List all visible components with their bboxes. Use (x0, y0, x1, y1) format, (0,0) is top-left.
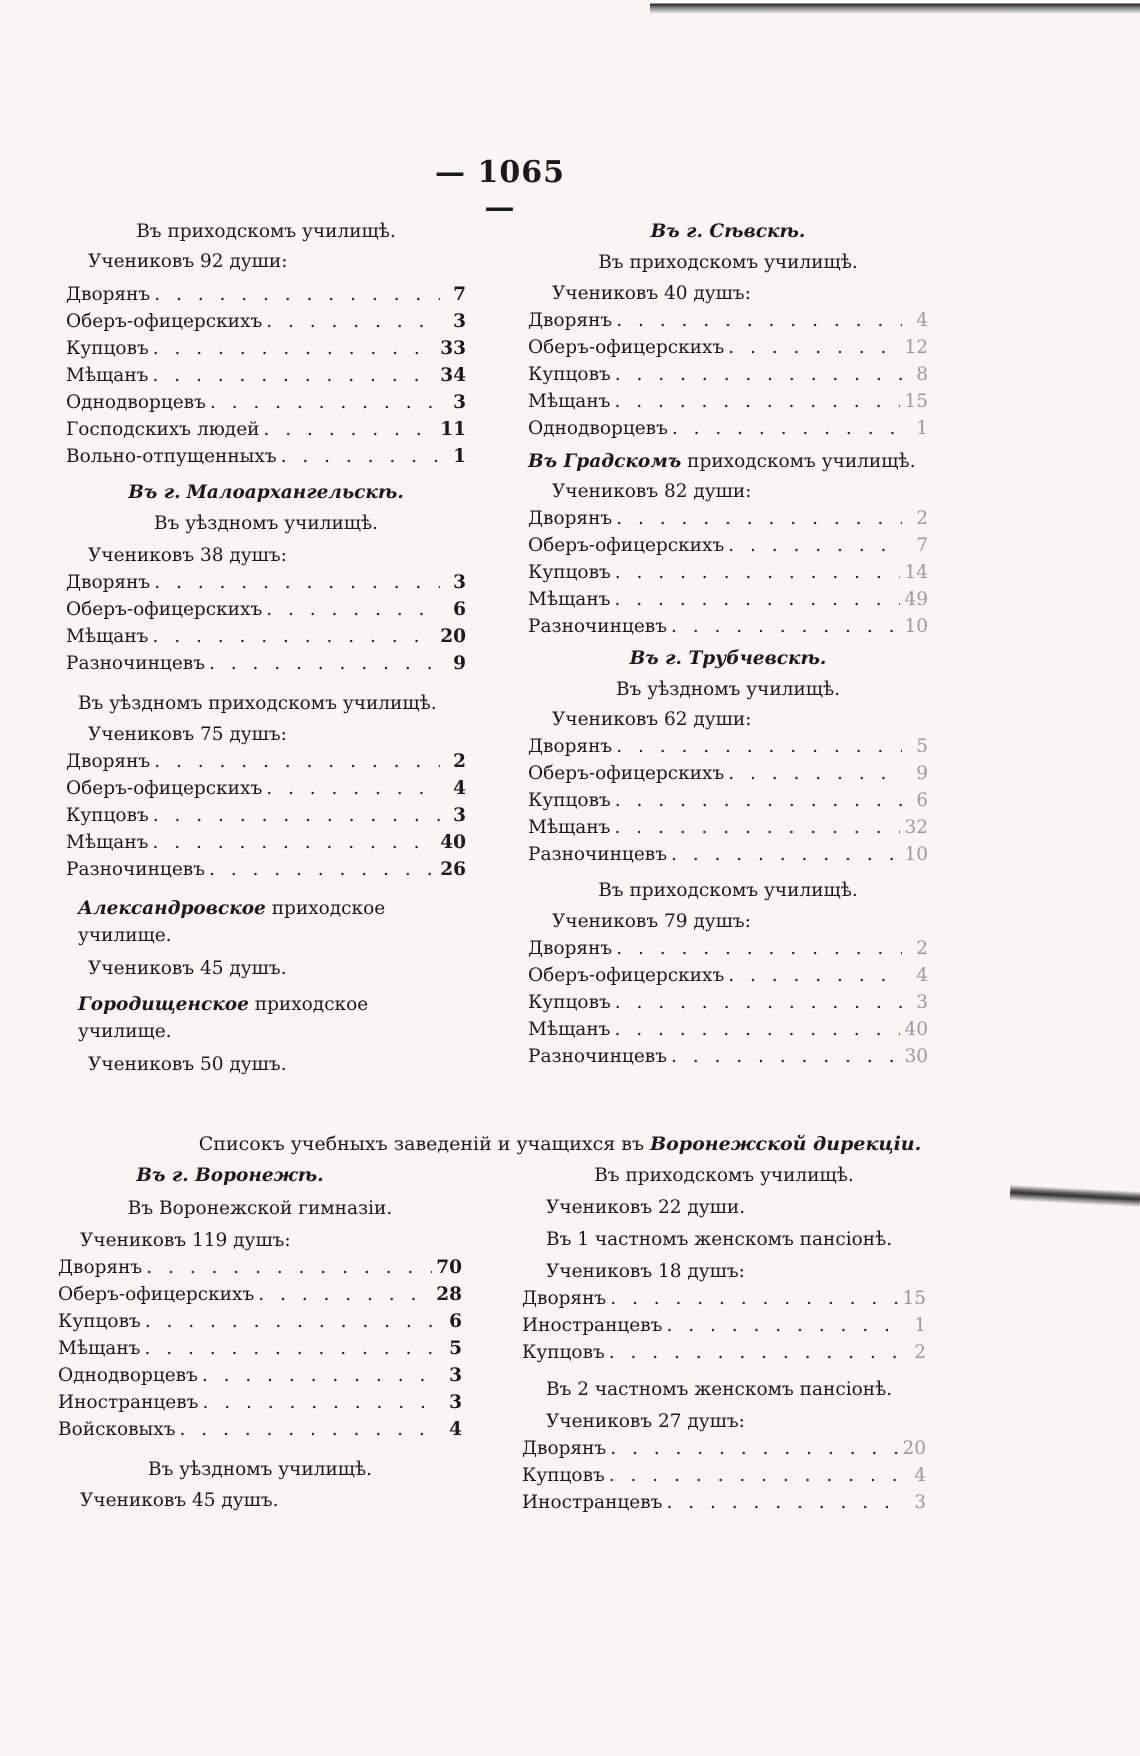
school-name: Въ Градскомъ (528, 451, 682, 472)
table-row (528, 532, 928, 559)
leader-dots (202, 1389, 436, 1416)
section-title: Въ приходскомъ училищѣ. (136, 221, 396, 242)
city-name: Малоархангельскѣ. (186, 482, 404, 503)
table-row (528, 814, 928, 841)
title-text: Списокъ учебныхъ заведеній и учащихся въ (198, 1133, 645, 1155)
table-row (522, 1489, 926, 1516)
leader-dots (728, 532, 902, 559)
row-value: 7 (916, 535, 928, 556)
row-label: Мѣщанъ (58, 1338, 141, 1359)
row-label: Купцовъ (528, 790, 611, 811)
row-label: Мѣщанъ (528, 1019, 611, 1040)
leader-dots (666, 1489, 900, 1516)
table-row (58, 1416, 462, 1443)
row-label: Оберъ-офицерскихъ (66, 599, 263, 620)
leader-dots (615, 559, 901, 586)
section-title: Въ уѣздномъ училищѣ. (153, 513, 379, 534)
table-row (66, 623, 466, 650)
row-label: Однодворцевъ (528, 418, 668, 439)
leader-dots (153, 802, 440, 829)
row-label: Мѣщанъ (66, 626, 149, 647)
row-value: 20 (902, 1438, 926, 1459)
row-value: 14 (904, 562, 928, 583)
leader-dots (671, 841, 900, 868)
city-heading (66, 479, 466, 506)
table-row (66, 596, 466, 623)
section-title: Въ уѣздномъ приходскомъ училищѣ. (78, 693, 437, 714)
row-label: Купцовъ (66, 805, 149, 826)
table-row (66, 389, 466, 416)
section-title: Въ приходскомъ училищѣ. (594, 1165, 854, 1186)
student-count: Учениковъ 22 души. (546, 1197, 746, 1218)
row-value: 2 (453, 751, 466, 772)
leader-dots (145, 1308, 436, 1335)
row-label: Купцовъ (528, 562, 611, 583)
leader-dots (281, 443, 440, 470)
student-count: Учениковъ 82 души: (552, 481, 752, 502)
row-label: Оберъ-офицерскихъ (528, 965, 725, 986)
column-4 (522, 1162, 926, 1516)
table-row (58, 1254, 462, 1281)
leader-dots (616, 307, 902, 334)
table-row (66, 650, 466, 677)
leader-dots (728, 760, 902, 787)
table-rows (58, 1254, 462, 1443)
table-row (528, 415, 928, 442)
row-label: Однодворцевъ (66, 392, 206, 413)
row-value: 4 (449, 1419, 462, 1440)
student-count: Учениковъ 92 души: (88, 251, 288, 272)
row-value: 10 (904, 844, 928, 865)
row-label: Мѣщанъ (528, 589, 611, 610)
table-row (58, 1308, 462, 1335)
student-count: Учениковъ 45 душъ. (88, 958, 287, 979)
row-value: 3 (453, 392, 466, 413)
table-row (66, 829, 466, 856)
row-label: Дворянъ (66, 284, 151, 305)
row-value: 8 (916, 364, 928, 385)
row-value: 49 (904, 589, 928, 610)
table-rows (528, 733, 928, 868)
row-value: 15 (904, 391, 928, 412)
row-label: Оберъ-офицерскихъ (66, 778, 263, 799)
leader-dots (146, 1254, 432, 1281)
school-heading (66, 991, 466, 1045)
row-label: Дворянъ (522, 1288, 607, 1309)
leader-dots (610, 1285, 898, 1312)
row-value: 2 (914, 1342, 926, 1363)
table-row (528, 760, 928, 787)
table-row (58, 1389, 462, 1416)
row-value: 2 (916, 938, 928, 959)
directorate-title (80, 1133, 1040, 1155)
section-title: Въ 1 частномъ женскомъ пансіонѣ. (546, 1229, 893, 1250)
row-label: Дворянъ (58, 1257, 143, 1278)
column-2 (528, 218, 928, 1070)
table-row (528, 733, 928, 760)
row-value: 1 (914, 1315, 926, 1336)
leader-dots (616, 733, 902, 760)
table-row (528, 989, 928, 1016)
row-value: 4 (914, 1465, 926, 1486)
leader-dots (154, 281, 440, 308)
page-number: — 1065 — (435, 155, 565, 225)
row-label: Господскихъ людей (66, 419, 260, 440)
row-label: Оберъ-офицерскихъ (528, 763, 725, 784)
row-label: Купцовъ (528, 992, 611, 1013)
row-label: Войсковыхъ (58, 1419, 176, 1440)
table-rows (528, 505, 928, 640)
student-count: Учениковъ 18 душъ: (546, 1261, 745, 1282)
city-heading: Въ г. Сѣвскѣ. (650, 221, 806, 242)
leader-dots (728, 962, 902, 989)
school-heading (66, 895, 466, 949)
table-row (528, 841, 928, 868)
leader-dots (614, 388, 900, 415)
leader-dots (615, 361, 902, 388)
row-value: 3 (453, 805, 466, 826)
school-type: приходскомъ училищѣ. (687, 451, 916, 472)
row-value: 5 (916, 736, 928, 757)
table-rows (66, 748, 466, 883)
leader-dots (615, 787, 902, 814)
table-rows (66, 281, 466, 470)
leader-dots (728, 334, 900, 361)
row-value: 15 (902, 1288, 926, 1309)
table-row (66, 802, 466, 829)
leader-dots (153, 335, 436, 362)
table-row (58, 1362, 462, 1389)
city-prefix: Въ г. (128, 482, 181, 503)
row-label: Разночинцевъ (66, 653, 205, 674)
row-label: Дворянъ (66, 572, 151, 593)
row-label: Мѣщанъ (66, 832, 149, 853)
leader-dots (152, 623, 436, 650)
row-value: 3 (453, 572, 466, 593)
row-value: 26 (440, 859, 466, 880)
row-label: Иностранцевъ (522, 1492, 663, 1513)
row-label: Разночинцевъ (528, 1046, 667, 1067)
table-row (528, 1016, 928, 1043)
row-value: 11 (440, 419, 466, 440)
row-value: 40 (440, 832, 466, 853)
leader-dots (616, 505, 902, 532)
row-value: 4 (916, 310, 928, 331)
leader-dots (209, 650, 440, 677)
student-count: Учениковъ 62 души: (552, 709, 752, 730)
table-row (66, 335, 466, 362)
table-rows (522, 1435, 926, 1516)
table-row (528, 613, 928, 640)
leader-dots (672, 415, 902, 442)
row-label: Купцовъ (522, 1465, 605, 1486)
table-row (66, 281, 466, 308)
row-value: 3 (914, 1492, 926, 1513)
table-rows (528, 935, 928, 1070)
row-value: 3 (449, 1392, 462, 1413)
row-label: Оберъ-офицерскихъ (528, 535, 725, 556)
section-title: Въ 2 частномъ женскомъ пансіонѣ. (546, 1379, 893, 1400)
table-row (66, 856, 466, 883)
leader-dots (154, 569, 440, 596)
top-edge-rule (650, 0, 1140, 14)
student-count: Учениковъ 38 душъ: (88, 545, 287, 566)
row-label: Дворянъ (522, 1438, 607, 1459)
leader-dots (266, 596, 440, 623)
row-label: Однодворцевъ (58, 1365, 198, 1386)
table-row (522, 1462, 926, 1489)
section-title: Въ приходскомъ училищѣ. (598, 252, 858, 273)
table-row (66, 362, 466, 389)
leader-dots (614, 586, 900, 613)
leader-dots (616, 935, 902, 962)
table-row (66, 748, 466, 775)
row-value: 9 (916, 763, 928, 784)
table-row (528, 388, 928, 415)
leader-dots (202, 1362, 436, 1389)
table-row (528, 1043, 928, 1070)
leader-dots (258, 1281, 432, 1308)
school-name: Александровское (78, 898, 266, 919)
row-label: Дворянъ (528, 938, 613, 959)
leader-dots (614, 1016, 900, 1043)
row-label: Разночинцевъ (528, 844, 667, 865)
row-value: 10 (904, 616, 928, 637)
row-value: 2 (916, 508, 928, 529)
city-heading: Въ г. Трубчевскѣ. (629, 648, 827, 669)
row-label: Иностранцевъ (58, 1392, 199, 1413)
table-row (522, 1285, 926, 1312)
section-title: Въ уѣздномъ училищѣ. (147, 1459, 373, 1480)
row-label: Мѣщанъ (528, 391, 611, 412)
row-value: 5 (449, 1338, 462, 1359)
city-heading: Въ г. Воронежѣ. (136, 1165, 324, 1186)
row-value: 40 (904, 1019, 928, 1040)
title-italic: Воронежской дирекціи. (650, 1133, 922, 1155)
table-row (66, 443, 466, 470)
row-label: Купцовъ (58, 1311, 141, 1332)
row-label: Мѣщанъ (528, 817, 611, 838)
table-row (66, 416, 466, 443)
row-value: 70 (436, 1257, 462, 1278)
row-value: 4 (453, 778, 466, 799)
table-row (528, 586, 928, 613)
table-row (528, 559, 928, 586)
table-row (58, 1281, 462, 1308)
leader-dots (671, 1043, 900, 1070)
table-row (58, 1335, 462, 1362)
scan-streak (1010, 1185, 1140, 1208)
table-row (522, 1339, 926, 1366)
row-value: 6 (453, 599, 466, 620)
leader-dots (152, 829, 436, 856)
leader-dots (609, 1462, 900, 1489)
table-row (66, 569, 466, 596)
leader-dots (144, 1335, 436, 1362)
leader-dots (154, 748, 440, 775)
row-value: 32 (904, 817, 928, 838)
leader-dots (263, 416, 436, 443)
leader-dots (210, 389, 440, 416)
student-count: Учениковъ 45 душъ. (80, 1490, 279, 1511)
student-count: Учениковъ 27 душъ: (546, 1411, 745, 1432)
row-value: 3 (916, 992, 928, 1013)
row-label: Купцовъ (66, 338, 149, 359)
leader-dots (671, 613, 900, 640)
row-label: Иностранцевъ (522, 1315, 663, 1336)
row-value: 9 (453, 653, 466, 674)
row-value: 6 (449, 1311, 462, 1332)
table-row (528, 505, 928, 532)
row-label: Вольно-отпущенныхъ (66, 446, 277, 467)
row-value: 28 (436, 1284, 462, 1305)
row-label: Оберъ-офицерскихъ (58, 1284, 255, 1305)
row-value: 3 (453, 311, 466, 332)
row-value: 33 (440, 338, 466, 359)
leader-dots (266, 308, 440, 335)
row-value: 4 (916, 965, 928, 986)
row-value: 12 (904, 337, 928, 358)
student-count: Учениковъ 79 душъ: (552, 911, 751, 932)
row-label: Дворянъ (528, 736, 613, 757)
table-row (528, 935, 928, 962)
student-count: Учениковъ 75 душъ: (88, 724, 287, 745)
row-value: 30 (904, 1046, 928, 1067)
table-row (528, 361, 928, 388)
row-value: 1 (453, 446, 466, 467)
school-type: приходское училище. (78, 994, 369, 1042)
table-rows (66, 569, 466, 677)
row-value: 6 (916, 790, 928, 811)
section-heading (528, 448, 928, 475)
leader-dots (266, 775, 440, 802)
section-title: Въ Воронежской гимназіи. (127, 1198, 393, 1219)
row-label: Мѣщанъ (66, 365, 149, 386)
school-type: приходское училище. (78, 898, 386, 946)
leader-dots (614, 814, 900, 841)
row-label: Разночинцевъ (528, 616, 667, 637)
leader-dots (152, 362, 436, 389)
row-value: 34 (440, 365, 466, 386)
row-label: Дворянъ (66, 751, 151, 772)
leader-dots (209, 856, 436, 883)
leader-dots (666, 1312, 900, 1339)
row-label: Оберъ-офицерскихъ (528, 337, 725, 358)
column-1 (66, 218, 466, 1078)
table-row (528, 307, 928, 334)
leader-dots (609, 1339, 900, 1366)
table-rows (528, 307, 928, 442)
leader-dots (179, 1416, 436, 1443)
table-row (66, 775, 466, 802)
row-value: 7 (453, 284, 466, 305)
table-row (522, 1312, 926, 1339)
row-label: Купцовъ (522, 1342, 605, 1363)
table-row (66, 308, 466, 335)
row-value: 20 (440, 626, 466, 647)
student-count: Учениковъ 50 душъ. (88, 1054, 287, 1075)
row-label: Оберъ-офицерскихъ (66, 311, 263, 332)
section-title: Въ приходскомъ училищѣ. (598, 880, 858, 901)
student-count: Учениковъ 119 душъ: (80, 1230, 291, 1251)
section-title: Въ уѣздномъ училищѣ. (615, 679, 841, 700)
table-rows (522, 1285, 926, 1366)
table-row (528, 962, 928, 989)
row-value: 1 (916, 418, 928, 439)
table-row (522, 1435, 926, 1462)
column-3 (58, 1162, 462, 1514)
student-count: Учениковъ 40 душъ: (552, 283, 751, 304)
row-value: 3 (449, 1365, 462, 1386)
row-label: Дворянъ (528, 508, 613, 529)
table-row (528, 334, 928, 361)
row-label: Дворянъ (528, 310, 613, 331)
table-row (528, 787, 928, 814)
school-name: Городищенское (78, 994, 249, 1015)
row-label: Купцовъ (528, 364, 611, 385)
row-label: Разночинцевъ (66, 859, 205, 880)
leader-dots (615, 989, 902, 1016)
leader-dots (610, 1435, 898, 1462)
